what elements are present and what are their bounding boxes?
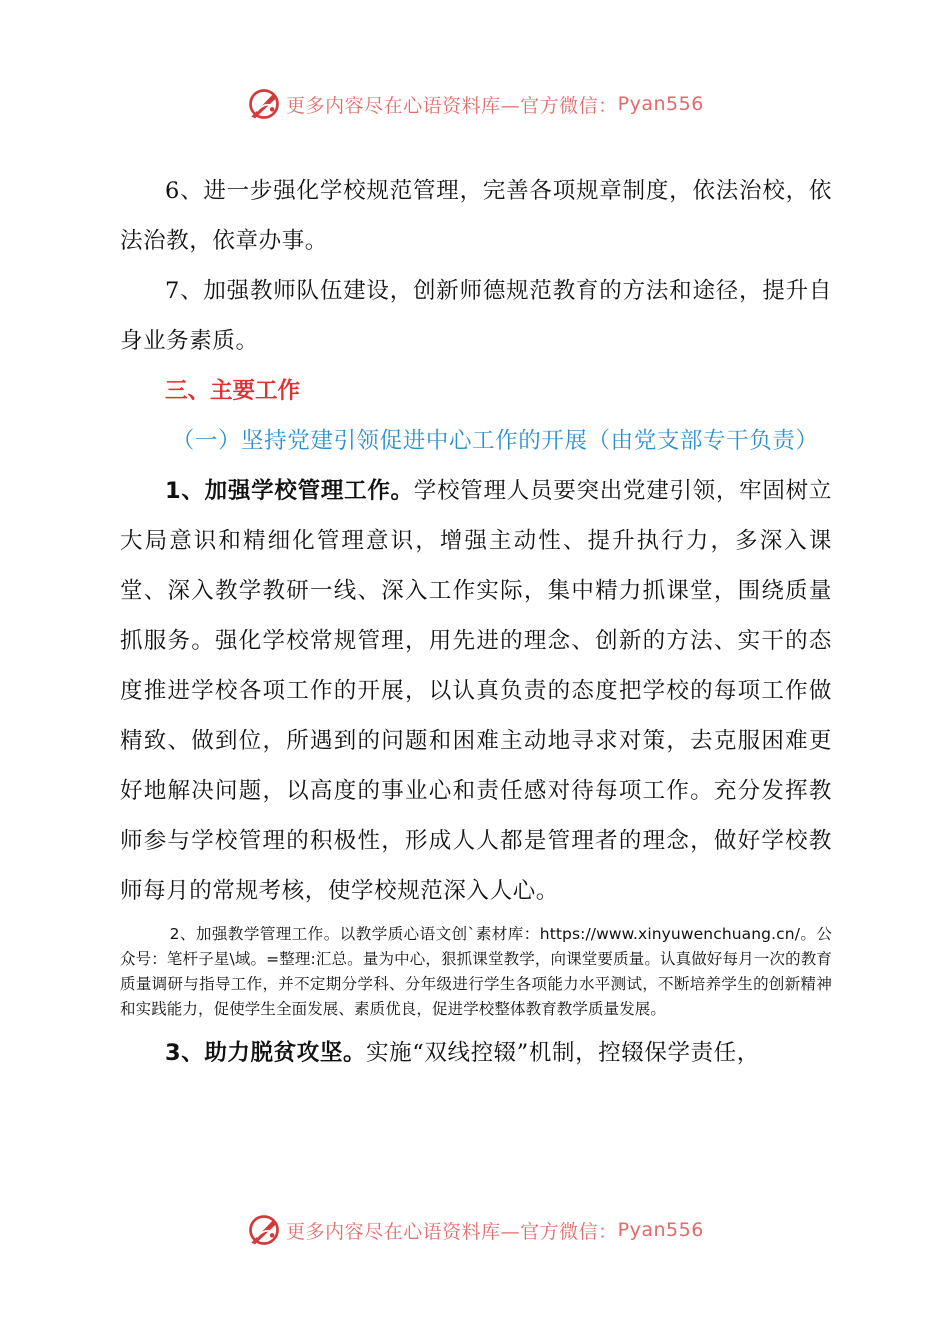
document-body [120, 166, 832, 1078]
item-2-paragraph: 2、加强教学管理工作。以教学质心语文创`素材库：https://www.xinyuwenchuang.cn/。公众号：笔杆子星\域。=整理:汇总。量为中心，狠抓课堂教学，向课堂要质量。认真做好每月一次的教育质量调研与指导工作，并不定期分学科、分年级进行学生各项能力水平测试，不断培养学生的创新精神和实践能力，促使学生全面发展、素质优良，促进学校整体教育教学质量发展。 [120, 925, 832, 1018]
pen-logo-icon [246, 1212, 282, 1248]
item-1-body: 学校管理人员要突出党建引领，牢固树立大局意识和精细化管理意识，增强主动性、提升执行力，多深入课堂、深入教学教研一线、深入工作实际，集中精力抓课堂，围绕质量抓服务。强化学校常规管理，用先进的理念、创新的方法、实干的态度推进学校各项工作的开展，以认真负责的态度把学校的每项工作做精致、做到位，所遇到的问题和困难主动地寻求对策，去克服困难更好地解决问题，以高度的事业心和责任感对待每项工作。充分发挥教师参与学校管理的积极性，形成人人都是管理者的理念，做好学校教师每月的常规考核，使学校规范深入人心。 [120, 478, 832, 904]
header-banner-text: 更多内容尽在心语资料库—官方微信： [286, 94, 618, 117]
item-1-lead: 1、加强学校管理工作。 [165, 478, 414, 504]
footer-banner-text: 更多内容尽在心语资料库—官方微信： [286, 1220, 618, 1243]
item-3-body: 实施“双线控辍”机制，控辍保学责任， [366, 1040, 760, 1066]
header-banner [0, 82, 950, 126]
item-3-lead: 3、助力脱贫攻坚。 [165, 1040, 367, 1066]
paragraph-6: 6、进一步强化学校规范管理，完善各项规章制度，依法治校，依法治教，依章办事。 [120, 178, 832, 254]
header-wechat-id: Pyan556 [617, 93, 704, 115]
paragraph-7: 7、加强教师队伍建设，创新师德规范教育的方法和途径，提升自身业务素质。 [120, 278, 832, 354]
section-heading: 三、主要工作 [165, 378, 301, 404]
sub-heading: （一）坚持党建引领促进中心工作的开展（由党支部专干负责） [171, 428, 819, 454]
footer-banner [0, 1208, 950, 1252]
footer-wechat-id: Pyan556 [617, 1219, 704, 1241]
item-3-paragraph [120, 1028, 832, 1078]
pen-logo-icon [246, 86, 282, 122]
item-1-paragraph [120, 466, 832, 916]
